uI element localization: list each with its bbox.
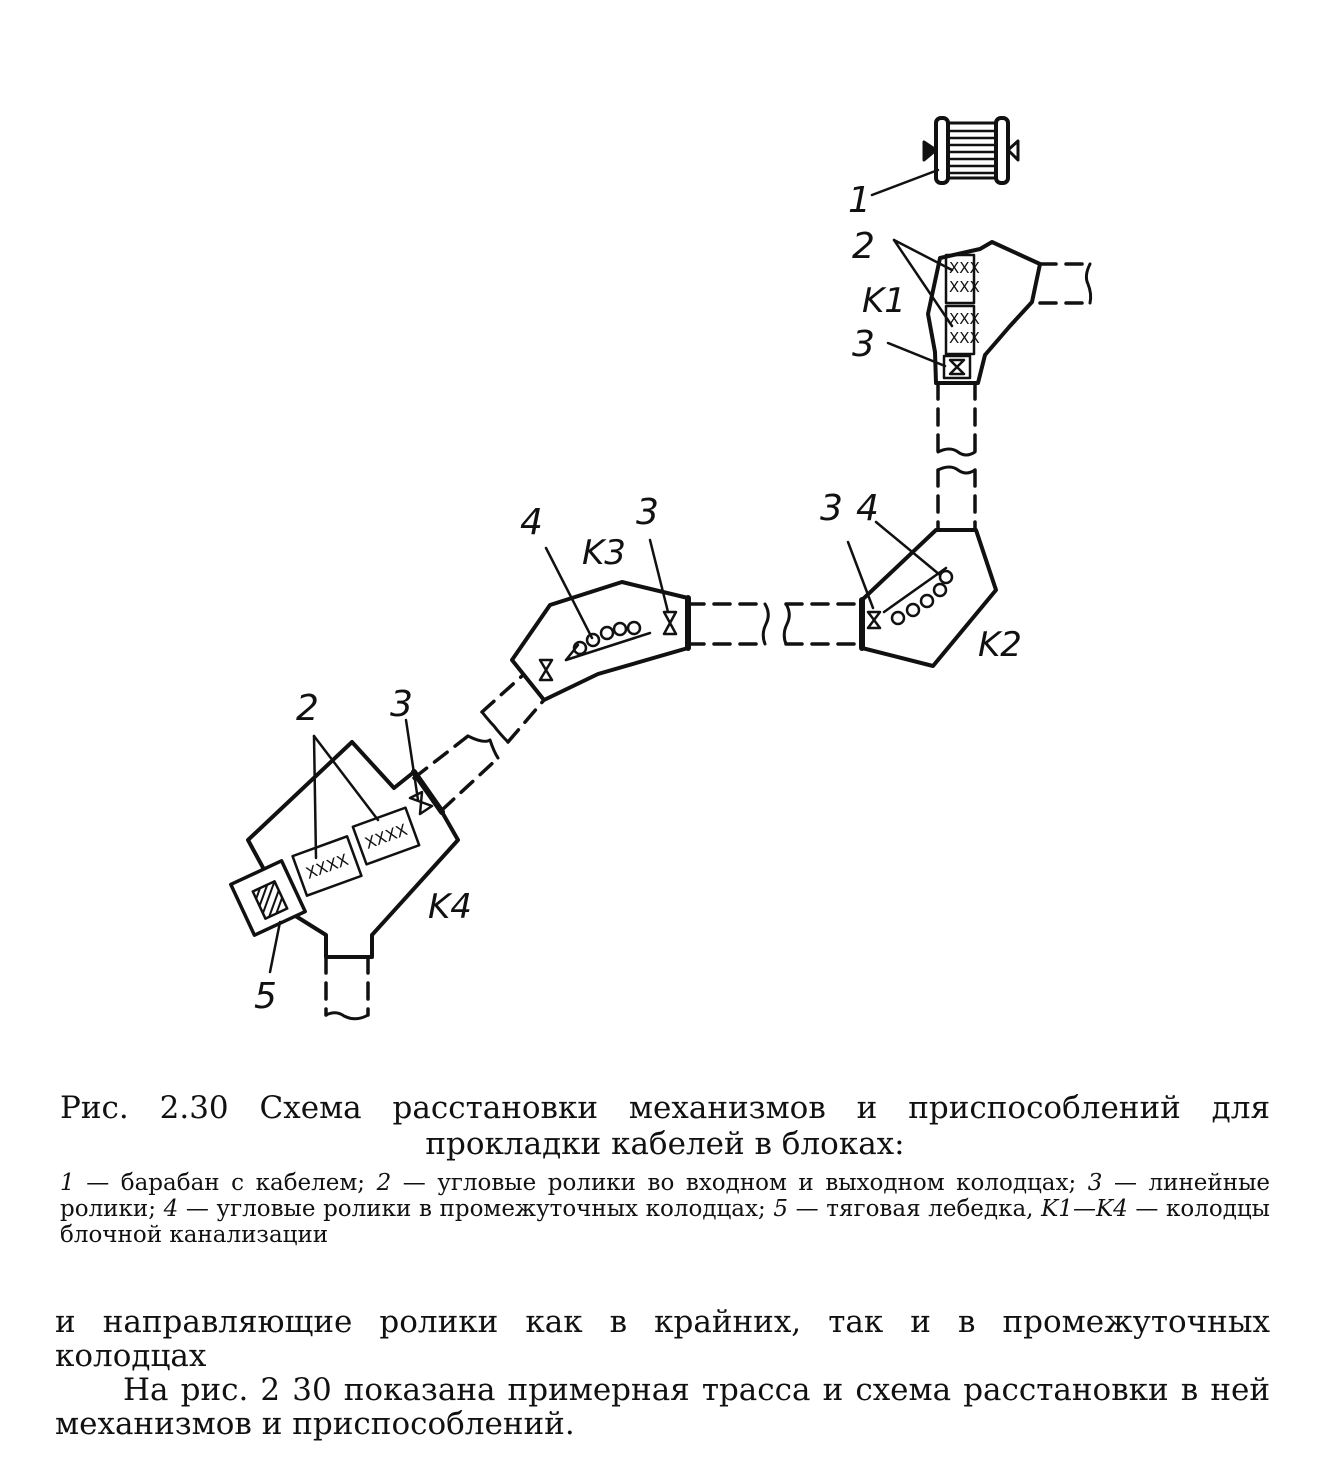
duct-k1-east	[1040, 264, 1090, 303]
winch	[231, 861, 305, 935]
legend-text-2: — угловые ролики во входном и выходном колодцах;	[391, 1170, 1088, 1196]
well-k3	[512, 582, 688, 700]
leader-linear-k3	[650, 540, 668, 612]
svg-text:XXX: XXX	[949, 329, 980, 347]
legend-num-5: 5	[773, 1196, 788, 1222]
leader-rollers-k2	[876, 522, 940, 575]
legend-num-3: 3	[1087, 1170, 1103, 1196]
label-rollers-k1: 2	[852, 226, 875, 267]
duct-k1-k2	[938, 383, 975, 530]
leader-rollers-k4-a	[314, 736, 316, 858]
svg-text:XXX: XXX	[949, 310, 980, 328]
label-well-k4: K4	[428, 887, 472, 927]
figure-caption-title: Рис. 2.30 Схема расстановки механизмов и приспособлений для прокладки кабелей в блоках:	[60, 1090, 1270, 1162]
body-text	[55, 1305, 1270, 1441]
legend-num-2: 2	[376, 1170, 392, 1196]
label-linear-k4: 3	[390, 684, 413, 725]
leader-drum	[872, 170, 938, 195]
leader-winch	[270, 922, 280, 972]
label-well-k2: K2	[978, 625, 1022, 665]
figure-legend	[60, 1170, 1270, 1248]
label-rollers-k2: 4	[856, 488, 879, 529]
label-linear-k2: 3	[820, 488, 843, 529]
well-k1	[928, 242, 1040, 383]
body-paragraph-2: На рис. 2 30 показана примерная трасса и схема расстановки в ней механизмов и приспособлений.	[55, 1372, 1270, 1442]
svg-text:XXX: XXX	[949, 278, 980, 296]
svg-text:XXXX: XXXX	[362, 820, 410, 853]
label-linear-k3: 3	[636, 492, 659, 533]
label-drum: 1	[848, 180, 871, 221]
legend-text-4: — угловые ролики в промежуточных колодцах;	[178, 1196, 774, 1222]
label-well-k1: K1	[862, 281, 906, 321]
duct-k4-k3	[414, 676, 544, 810]
legend-num-4: 4	[163, 1196, 179, 1222]
duct-k3-k2	[688, 604, 862, 644]
svg-text:XXXX: XXXX	[303, 850, 351, 883]
svg-text:XXX: XXX	[949, 259, 980, 277]
legend-text-wells: — колодцы блочной канализации	[60, 1196, 1270, 1248]
label-rollers-k3: 4	[520, 502, 543, 543]
label-winch: 5	[254, 976, 277, 1017]
label-linear-k1: 3	[852, 324, 875, 365]
label-well-k3: K3	[582, 533, 626, 573]
legend-text-5: — тяговая лебедка,	[788, 1196, 1042, 1222]
legend-text-1: — барабан с кабелем;	[74, 1170, 377, 1196]
well-k2	[862, 530, 996, 666]
label-rollers-k4: 2	[296, 688, 319, 729]
legend-text-3: — линейные ролики;	[60, 1170, 1270, 1222]
cable-drum	[924, 118, 1018, 183]
duct-k4-south	[326, 957, 368, 1015]
leader-linear-k4	[406, 720, 418, 800]
legend-num-wells: K1—K4	[1041, 1196, 1128, 1222]
body-paragraph-1: и направляющие ролики как в крайних, так и в промежуточных колодцах	[55, 1304, 1270, 1374]
legend-num-1: 1	[60, 1170, 75, 1196]
